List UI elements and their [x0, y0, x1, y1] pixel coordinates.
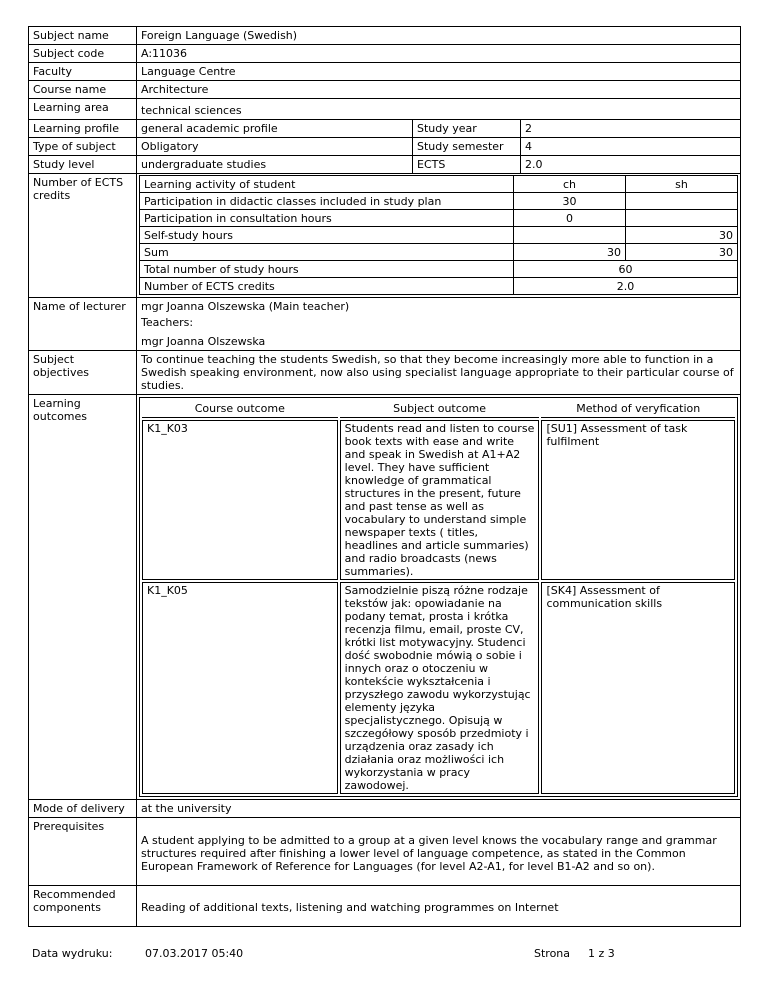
- label-lecturer: Name of lecturer: [29, 298, 137, 351]
- outcomes-header-method: Method of veryfication: [541, 400, 735, 418]
- outcome-subject: Samodzielnie piszą różne rodzaje tekstów jak: opowiadanie na podany temat, prosta i krótka recenzja filmu, email, proste CV, krótki list motywacyjny. Studenci dość swobodnie mówią o sobie i innych oraz o otoczeniu w kontekście wykształcenia i przyszłego zawodu wykorzystując elementy języka specjalistycznego. Opisują w szczegółowy sposób przedmioty i urządzenia oraz zasady ich działania oraz możliwości ich wykorzystania w pracy zawodowej.: [340, 582, 540, 794]
- main-teacher: mgr Joanna Olszewska (Main teacher): [141, 300, 350, 313]
- syllabus-document: [28, 26, 740, 927]
- label-learning-outcomes: Learning outcomes: [29, 395, 137, 800]
- ects-sum-label: Sum: [140, 244, 514, 261]
- row-prerequisites: [29, 818, 741, 886]
- ects-row-sum: [140, 244, 738, 261]
- outcomes-table: [139, 397, 738, 797]
- ects-consultation-sh: [626, 210, 738, 227]
- outcomes-header-course: Course outcome: [142, 400, 338, 418]
- value-lecturer: [137, 298, 741, 351]
- value-study-level: undergraduate studies: [137, 156, 413, 174]
- row-recommended: [29, 886, 741, 927]
- page-footer: [28, 947, 740, 963]
- value-course-name: Architecture: [137, 81, 741, 99]
- row-subject-name: [29, 27, 741, 45]
- ects-row-consultation: [140, 210, 738, 227]
- row-objectives: [29, 351, 741, 395]
- value-study-year: 2: [521, 120, 741, 138]
- ects-row-didactic: [140, 193, 738, 210]
- ects-activity-table: [139, 175, 738, 295]
- value-prerequisites: A student applying to be admitted to a group at a given level knows the vocabulary range and grammar structures required after finishing a lower level of language competence, as stated in the Common European Framework of Reference for Languages (for level A2-A1, for level B1-A2 and so on).: [137, 818, 741, 886]
- value-faculty: Language Centre: [137, 63, 741, 81]
- outcomes-header-row: [142, 400, 735, 418]
- outcome-row: [142, 420, 735, 580]
- label-mode-of-delivery: Mode of delivery: [29, 800, 137, 818]
- ects-header-ch: ch: [514, 176, 626, 193]
- value-objectives: To continue teaching the students Swedish, so that they become increasingly more able to function in a Swedish speaking environment, now also using specialist language appropriate to their particular course of studies.: [137, 351, 741, 395]
- ects-header-sh: sh: [626, 176, 738, 193]
- outcomes-cell: [137, 395, 741, 800]
- value-study-semester: 4: [521, 138, 741, 156]
- value-mode-of-delivery: at the university: [137, 800, 741, 818]
- value-subject-code: A:11036: [137, 45, 741, 63]
- label-ects-credits: Number of ECTS credits: [29, 174, 137, 298]
- ects-row-credits: [140, 278, 738, 295]
- ects-consultation-ch: 0: [514, 210, 626, 227]
- ects-row-total-hours: [140, 261, 738, 278]
- ects-sum-sh: 30: [626, 244, 738, 261]
- value-recommended: Reading of additional texts, listening and watching programmes on Internet: [137, 886, 741, 927]
- ects-table-cell: [137, 174, 741, 298]
- label-learning-area: Learning area: [29, 99, 137, 120]
- label-study-year: Study year: [413, 120, 521, 138]
- label-ects: ECTS: [413, 156, 521, 174]
- page-number: 1 z 3: [588, 947, 615, 960]
- value-learning-profile: general academic profile: [137, 120, 413, 138]
- label-study-semester: Study semester: [413, 138, 521, 156]
- outcomes-header-subject: Subject outcome: [340, 400, 540, 418]
- ects-credits-value: 2.0: [514, 278, 738, 295]
- row-learning-area: [29, 99, 741, 120]
- outcome-subject: Students read and listen to course book texts with ease and write and speak in Swedish at A1+A2 level. They have sufficient knowledge of grammatical structures in the present, future and past tense as well as vocabulary to understand simple newspaper texts ( titles, headlines and article summaries) and radio broadcasts (news summaries).: [340, 420, 540, 580]
- print-date: 07.03.2017 05:40: [145, 947, 244, 960]
- teachers-list: mgr Joanna Olszewska: [141, 335, 266, 348]
- value-subject-name: Foreign Language (Swedish): [137, 27, 741, 45]
- ects-sum-ch: 30: [514, 244, 626, 261]
- label-subject-code: Subject code: [29, 45, 137, 63]
- label-recommended: Recommended components: [29, 886, 137, 927]
- ects-header-activity: Learning activity of student: [140, 176, 514, 193]
- row-learning-outcomes: [29, 395, 741, 800]
- row-study-level: [29, 156, 741, 174]
- ects-self-study-label: Self-study hours: [140, 227, 514, 244]
- ects-total-hours-label: Total number of study hours: [140, 261, 514, 278]
- value-learning-area: technical sciences: [137, 99, 741, 120]
- ects-self-study-sh: 30: [626, 227, 738, 244]
- outcome-method: [SU1] Assessment of task fulfilment: [541, 420, 735, 580]
- row-mode-of-delivery: [29, 800, 741, 818]
- outcome-course: K1_K05: [142, 582, 338, 794]
- value-type-of-subject: Obligatory: [137, 138, 413, 156]
- teachers-label: Teachers:: [141, 316, 194, 329]
- label-study-level: Study level: [29, 156, 137, 174]
- label-course-name: Course name: [29, 81, 137, 99]
- row-lecturer: [29, 298, 741, 351]
- outcome-row: [142, 582, 735, 794]
- ects-header-row: [140, 176, 738, 193]
- label-subject-name: Subject name: [29, 27, 137, 45]
- outcome-course: K1_K03: [142, 420, 338, 580]
- row-type-of-subject: [29, 138, 741, 156]
- outcome-method: [SK4] Assessment of communication skills: [541, 582, 735, 794]
- label-faculty: Faculty: [29, 63, 137, 81]
- ects-consultation-label: Participation in consultation hours: [140, 210, 514, 227]
- ects-credits-label: Number of ECTS credits: [140, 278, 514, 295]
- page-label: Strona: [534, 947, 571, 960]
- label-type-of-subject: Type of subject: [29, 138, 137, 156]
- ects-didactic-label: Participation in didactic classes included in study plan: [140, 193, 514, 210]
- value-ects: 2.0: [521, 156, 741, 174]
- ects-row-self-study: [140, 227, 738, 244]
- label-learning-profile: Learning profile: [29, 120, 137, 138]
- ects-didactic-sh: [626, 193, 738, 210]
- label-prerequisites: Prerequisites: [29, 818, 137, 886]
- ects-self-study-ch: [514, 227, 626, 244]
- ects-didactic-ch: 30: [514, 193, 626, 210]
- print-date-label: Data wydruku:: [32, 947, 113, 960]
- ects-total-hours-value: 60: [514, 261, 738, 278]
- row-learning-profile: [29, 120, 741, 138]
- row-faculty: [29, 63, 741, 81]
- syllabus-table: [28, 26, 741, 927]
- row-subject-code: [29, 45, 741, 63]
- label-objectives: Subject objectives: [29, 351, 137, 395]
- row-course-name: [29, 81, 741, 99]
- row-ects-credits: [29, 174, 741, 298]
